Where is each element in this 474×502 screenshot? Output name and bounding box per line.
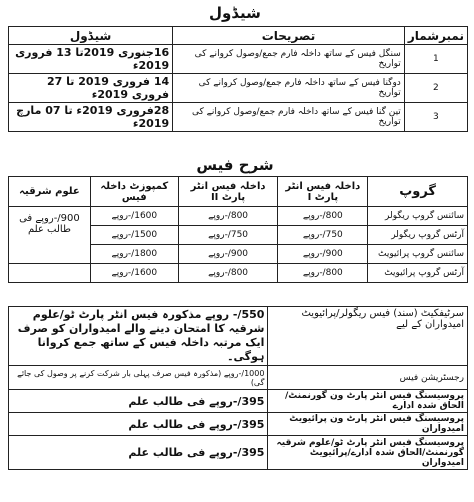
table-row [9,390,468,413]
header-oriental: علوم شرقیہ [9,177,91,207]
row-description: سنگل فیس کے ساتھ داخلہ فارم جمع/وصول کروانے کی تواریخ [173,45,405,74]
header-part-one: داخلہ فیس انٹر پارٹ I [278,177,368,207]
fee-composite: 1600/-روپے [90,207,178,226]
table-row [9,103,468,132]
row-number: 1 [404,45,467,74]
processing-label: پروسیسنگ فیس انٹر پارٹ ٹو/علوم شرقیہ گورنمنٹ/الحاق شدہ ادارے/پرائیویٹ امیدواران [268,436,468,470]
processing-value: 395/-روپے فی طالب علم [9,413,268,436]
header-composite: کمپوزٹ داخلہ فیس [90,177,178,207]
processing-label: پروسیسنگ فیس انٹر پارٹ ون پرائیویٹ امیدواران [268,413,468,436]
fee-composite: 1500/-روپے [90,226,178,245]
processing-value: 395/-روپے فی طالب علم [9,436,268,470]
table-row [9,413,468,436]
row-number: 3 [404,103,467,132]
header-description: تصریحات [173,27,405,45]
fee-part-two: 900/-روپے [178,245,278,264]
row-dates: 28فروری 2019ء تا 07 مارچ 2019ء [9,103,173,132]
row-dates: 16جنوری 2019تا 13 فروری 2019ء [9,45,173,74]
table-row [9,45,468,74]
fee-composite: 1800/-روپے [90,245,178,264]
schedule-table [8,26,468,132]
fee-part-two: 750/-روپے [178,226,278,245]
fee-composite: 1600/-روپے [90,264,178,283]
header-group: گروپ [368,177,468,207]
table-row [9,436,468,470]
header-serial: نمبرشمار [404,27,467,45]
fee-part-two: 800/-روپے [178,207,278,226]
fee-group: آرٹس گروپ ریگولر [368,226,468,245]
fee-group: سائنس گروپ پرائیویٹ [368,245,468,264]
fee-part-one: 800/-روپے [278,207,368,226]
fee-oriental: 900/-روپے فی طالب علم [9,207,91,264]
fee-group: آرٹس گروپ پرائیویٹ [368,264,468,283]
fee-part-two: 800/-روپے [178,264,278,283]
registration-label: رجسٹریشن فیس [268,366,468,390]
table-row [9,207,468,226]
row-dates: 14 فروری 2019 تا 27 فروری 2019ء [9,74,173,103]
fee-group: سائنس گروپ ریگولر [368,207,468,226]
row-number: 2 [404,74,467,103]
row-description: دوگنا فیس کے ساتھ داخلہ فارم جمع/وصول کروانے کی تواریخ [173,74,405,103]
processing-label: پروسیسنگ فیس انٹر پارٹ ون گورنمنٹ/الحاق شدہ ادارے [268,390,468,413]
certificate-label: سرٹیفکیٹ (سند) فیس ریگولر/پرائیویٹ امیدواران کے لیے [268,307,468,366]
registration-value: 1000/-روپے (مذکورہ فیس صرف پہلی بار شرکت کرنے پر وصول کی جائے گی) [9,366,268,390]
fee-part-one: 900/-روپے [278,245,368,264]
certificate-value: 550/- روپے مذکورہ فیس انٹر پارٹ ٹو/علوم شرقیہ کا امتحان دینے والے امیدواران کو صرف ایک مرتبہ داخلہ فیس کے ساتھ جمع کروانا ہوگی۔ [9,307,268,366]
fee-part-one: 800/-روپے [278,264,368,283]
header-part-two: داخلہ فیس انٹر پارٹ II [178,177,278,207]
extras-table [8,306,468,470]
empty-cell [9,264,91,283]
processing-value: 395/-روپے فی طالب علم [9,390,268,413]
row-description: تین گنا فیس کے ساتھ داخلہ فارم جمع/وصول کروانے کی تواریخ [173,103,405,132]
table-row [9,264,468,283]
schedule-title: شیڈول [209,4,261,22]
fees-table [8,176,468,283]
fee-part-one: 750/-روپے [278,226,368,245]
table-row [9,74,468,103]
fees-title: شرح فیس [196,156,274,174]
header-schedule: شیڈول [9,27,173,45]
